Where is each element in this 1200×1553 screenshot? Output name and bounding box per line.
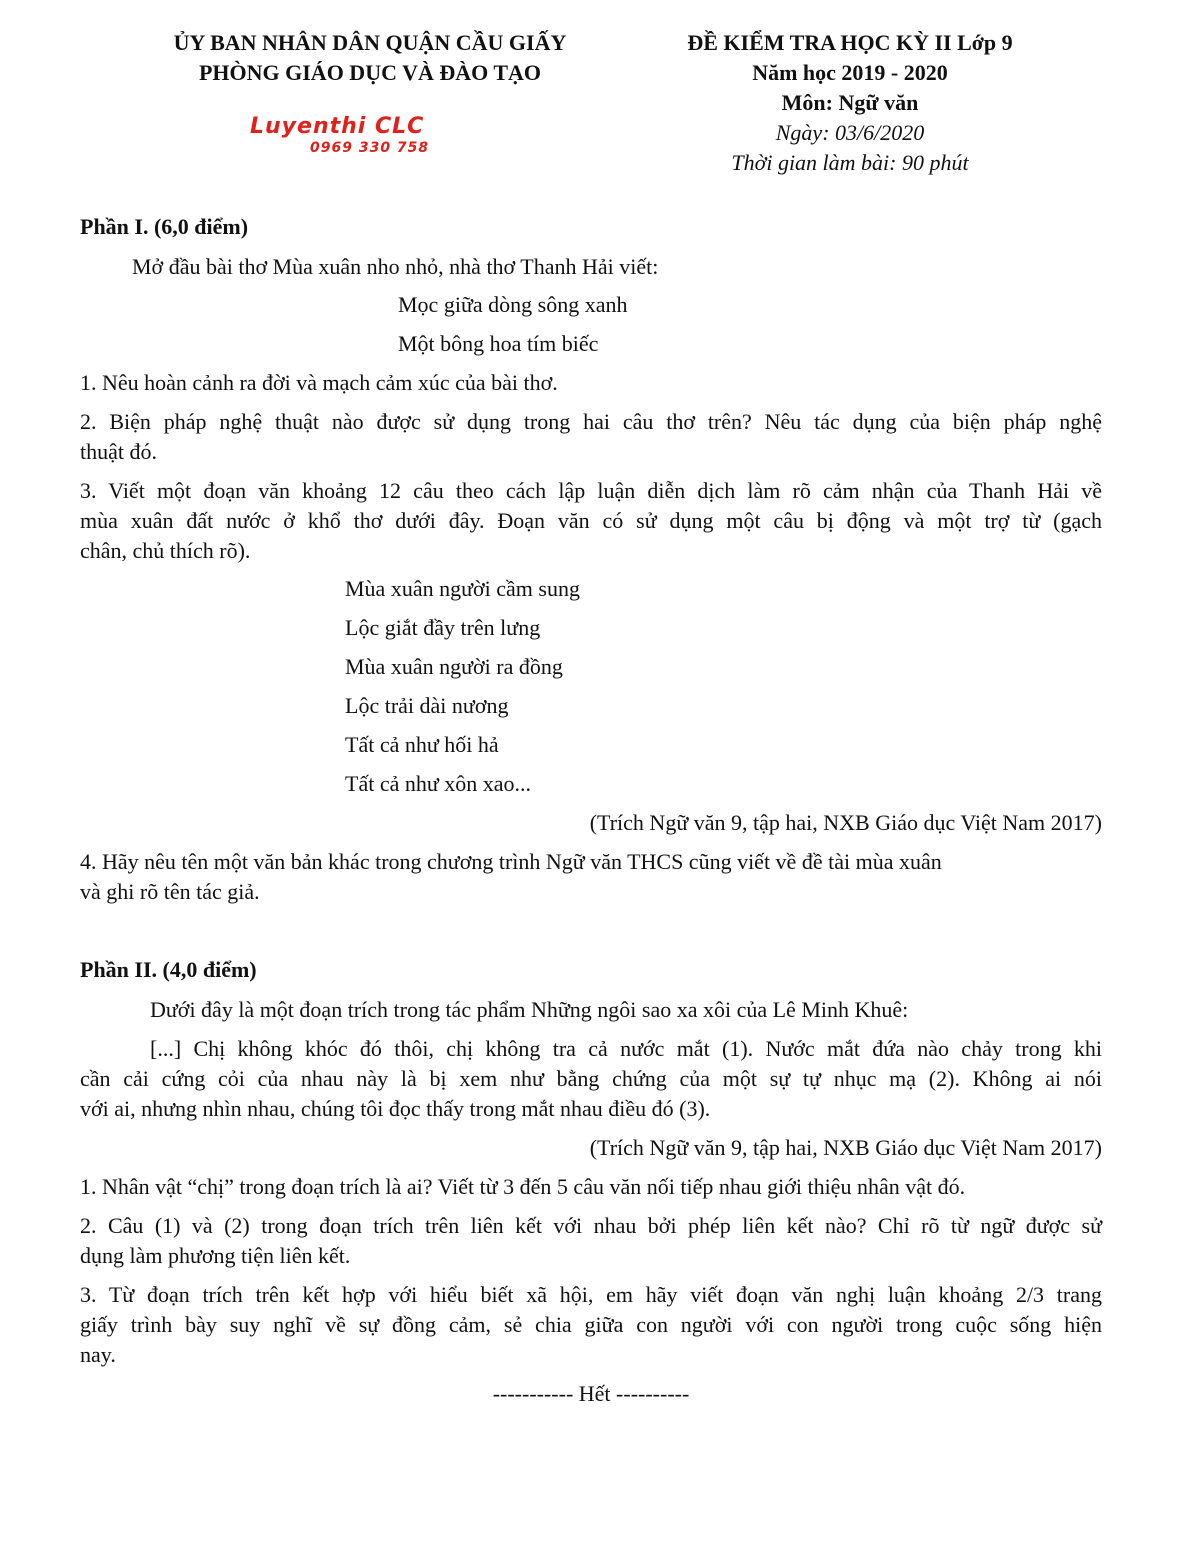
part2-intro: Dưới đây là một đoạn trích trong tác phẩm Những ngôi sao xa xôi của Lê Minh Khuê: <box>150 997 909 1022</box>
school-year: Năm học 2019 - 2020 <box>752 60 948 85</box>
part2-question-2-line-1: 2. Câu (1) và (2) trong đoạn trích trên liên kết với nhau bởi phép liên kết nào? Chỉ rõ từ ngữ được sử <box>80 1213 1102 1238</box>
poem2-line-5: Tất cả như hối hả <box>345 732 499 757</box>
poem2-line-2: Lộc giắt đầy trên lưng <box>345 615 541 640</box>
part1-heading: Phần I. (6,0 điểm) <box>80 214 249 239</box>
excerpt-line-3: với ai, nhưng nhìn nhau, chúng tôi đọc thấy trong mắt nhau điều đó (3). <box>80 1096 711 1121</box>
poem1-line-2: Một bông hoa tím biếc <box>398 331 599 356</box>
issuer-block <box>110 28 630 88</box>
part1-question-4-line-2: và ghi rõ tên tác giả. <box>80 879 260 904</box>
part1-question-3-line-2: mùa xuân đất nước ở khổ thơ dưới đây. Đoạn văn có sử dụng một câu bị động và một trợ từ (gạch <box>80 508 1102 533</box>
subject: Môn: Ngữ văn <box>781 90 919 115</box>
part1-question-2-line-1: 2. Biện pháp nghệ thuật nào được sử dụng trong hai câu thơ trên? Nêu tác dụng của biện pháp nghệ <box>80 409 1102 434</box>
part2-question-3-line-3: nay. <box>80 1342 116 1367</box>
part1-question-3-line-1: 3. Viết một đoạn văn khoảng 12 câu theo cách lập luận diễn dịch làm rõ cảm nhận của Thanh Hải về <box>80 478 1102 503</box>
logo-phone: 0969 330 758 <box>310 140 430 156</box>
part1-question-4-line-1: 4. Hãy nêu tên một văn bản khác trong chương trình Ngữ văn THCS cũng viết về đề tài mùa xuân <box>80 849 942 874</box>
part1-source: (Trích Ngữ văn 9, tập hai, NXB Giáo dục Việt Nam 2017) <box>589 810 1102 835</box>
excerpt-line-2: cần cải cứng cỏi của nhau này là bị xem như bằng chứng của một sự tự nhục mạ (2). Không ai nói <box>80 1066 1102 1091</box>
part2-question-2-line-2: dụng làm phương tiện liên kết. <box>80 1243 351 1268</box>
end-marker: ----------- Hết ---------- <box>492 1381 690 1406</box>
part1-intro: Mở đầu bài thơ Mùa xuân nho nhỏ, nhà thơ Thanh Hải viết: <box>132 254 659 279</box>
part2-source: (Trích Ngữ văn 9, tập hai, NXB Giáo dục Việt Nam 2017) <box>589 1135 1102 1160</box>
watermark-logo <box>250 114 475 162</box>
exam-date: Ngày: 03/6/2020 <box>775 120 925 145</box>
part1-question-1: 1. Nêu hoàn cảnh ra đời và mạch cảm xúc của bài thơ. <box>80 370 558 395</box>
logo-name: Luyenthi CLC <box>250 114 425 139</box>
part2-question-3-line-2: giấy trình bày suy nghĩ về sự đồng cảm, sẻ chia giữa con người với con người trong cuộc sống hiện <box>80 1312 1102 1337</box>
part2-heading: Phần II. (4,0 điểm) <box>80 957 257 982</box>
part1-question-3-line-3: chân, chủ thích rõ). <box>80 538 251 563</box>
exam-info-block <box>650 28 1050 178</box>
poem2-line-1: Mùa xuân người cầm sung <box>345 576 580 601</box>
poem2-line-4: Lộc trải dài nương <box>345 693 509 718</box>
part2-question-1: 1. Nhân vật “chị” trong đoạn trích là ai? Viết từ 3 đến 5 câu văn nối tiếp nhau giới thiệu nhân vật đó. <box>80 1174 966 1199</box>
issuer-line-1: ỦY BAN NHÂN DÂN QUẬN CẦU GIẤY <box>173 30 567 55</box>
poem2-line-3: Mùa xuân người ra đồng <box>345 654 563 679</box>
poem2-line-6: Tất cả như xôn xao... <box>345 771 532 796</box>
issuer-line-2: PHÒNG GIÁO DỤC VÀ ĐÀO TẠO <box>198 60 542 85</box>
exam-title: ĐỀ KIỂM TRA HỌC KỲ II Lớp 9 <box>687 30 1013 55</box>
excerpt-line-1: [...] Chị không khóc đó thôi, chị không tra cả nước mắt (1). Nước mắt đứa nào chảy trong khi <box>150 1036 1102 1061</box>
part2-question-3-line-1: 3. Từ đoạn trích trên kết hợp với hiểu biết xã hội, em hãy viết đoạn văn nghị luận khoảng 2/3 trang <box>80 1282 1102 1307</box>
part1-question-2-line-2: thuật đó. <box>80 439 157 464</box>
exam-duration: Thời gian làm bài: 90 phút <box>731 150 969 175</box>
poem1-line-1: Mọc giữa dòng sông xanh <box>398 292 628 317</box>
